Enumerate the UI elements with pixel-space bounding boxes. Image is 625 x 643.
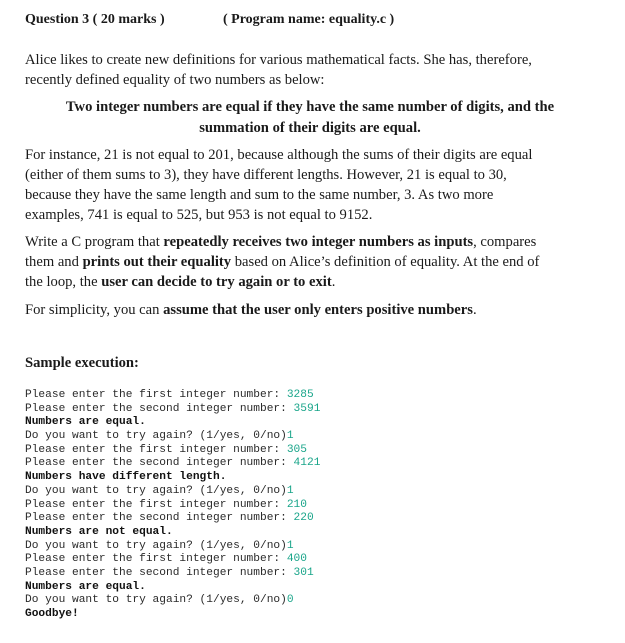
console-prompt-line [25, 499, 320, 513]
console-prompt: Do you want to try again? (1/yes, 0/no) [25, 594, 287, 607]
task-line: Write a C program that repeatedly receives two integer numbers as inputs, compares [25, 234, 537, 250]
console-prompt: Do you want to try again? (1/yes, 0/no) [25, 539, 287, 552]
console-user-input: 220 [293, 512, 314, 525]
console-prompt-line [25, 594, 320, 608]
example-line: because they have the same length and sum to the same number, 3. As two more [25, 187, 494, 203]
console-prompt: Please enter the second integer number: [25, 512, 294, 525]
console-prompt-line [25, 403, 320, 417]
console-user-input: 400 [286, 553, 307, 566]
rule-line: summation of their digits are equal. [199, 120, 421, 136]
intro-line: Alice likes to create new definitions for various mathematical facts. She has, therefore, [25, 52, 532, 68]
console-prompt: Please enter the first integer number: [25, 443, 287, 456]
task-line: them and prints out their equality based on Alice’s definition of equality. At the end of [25, 254, 540, 270]
console-user-input: 301 [293, 566, 314, 579]
console-user-input: 210 [286, 498, 307, 511]
sample-console-output [25, 389, 320, 622]
console-prompt-line [25, 389, 320, 403]
console-prompt-line [25, 540, 320, 554]
console-prompt: Please enter the first integer number: [25, 553, 287, 566]
console-prompt-line [25, 457, 320, 471]
console-result: Numbers are equal. [25, 416, 146, 429]
console-result: Numbers have different length. [25, 471, 227, 484]
console-prompt: Please enter the first integer number: [25, 498, 287, 511]
console-prompt-line [25, 553, 320, 567]
console-prompt: Do you want to try again? (1/yes, 0/no) [25, 484, 287, 497]
console-result-line [25, 608, 320, 622]
task-line: the loop, the user can decide to try again or to exit. [25, 274, 336, 290]
intro-paragraph [25, 50, 580, 90]
console-result-line [25, 471, 320, 485]
console-prompt-line [25, 485, 320, 499]
intro-line: recently defined equality of two numbers as below: [25, 72, 325, 88]
console-prompt: Please enter the second integer number: [25, 566, 294, 579]
console-prompt: Please enter the first integer number: [25, 389, 287, 401]
console-prompt-line [25, 567, 320, 581]
sample-execution-title: Sample execution: [25, 355, 139, 371]
console-result-line [25, 416, 320, 430]
console-prompt: Please enter the second integer number: [25, 402, 294, 415]
console-prompt-line [25, 512, 320, 526]
console-prompt-line [25, 430, 320, 444]
example-line: For instance, 21 is not equal to 201, because although the sums of their digits are equal [25, 147, 533, 163]
console-user-input: 0 [286, 594, 294, 607]
example-line: examples, 741 is equal to 525, but 953 is not equal to 9152. [25, 207, 373, 223]
example-paragraph [25, 145, 580, 225]
console-result: Numbers are not equal. [25, 525, 173, 538]
simplicity-line: For simplicity, you can assume that the user only enters positive numbers. [25, 302, 477, 318]
console-user-input: 3285 [286, 389, 314, 401]
console-prompt-line [25, 444, 320, 458]
console-result-line [25, 581, 320, 595]
console-prompt: Please enter the second integer number: [25, 457, 294, 470]
console-user-input: 1 [286, 539, 294, 552]
console-prompt: Do you want to try again? (1/yes, 0/no) [25, 430, 287, 443]
program-name: ( Program name: equality.c ) [223, 12, 395, 27]
console-result-line [25, 526, 320, 540]
question-title: Question 3 ( 20 marks ) [25, 12, 165, 27]
question-header [25, 12, 395, 28]
console-user-input: 3591 [293, 402, 321, 415]
equality-rule [40, 97, 580, 139]
rule-line: Two integer numbers are equal if they have the same number of digits, and the [65, 99, 555, 115]
console-user-input: 4121 [293, 457, 321, 470]
example-line: (either of them sums to 3), they have different lengths. However, 21 is equal to 30, [25, 167, 507, 183]
simplicity-paragraph [25, 300, 580, 320]
console-result: Goodbye! [25, 608, 79, 620]
console-user-input: 305 [286, 443, 307, 456]
console-user-input: 1 [286, 430, 294, 443]
console-user-input: 1 [286, 484, 294, 497]
console-result: Numbers are equal. [25, 580, 146, 593]
task-paragraph [25, 232, 580, 292]
